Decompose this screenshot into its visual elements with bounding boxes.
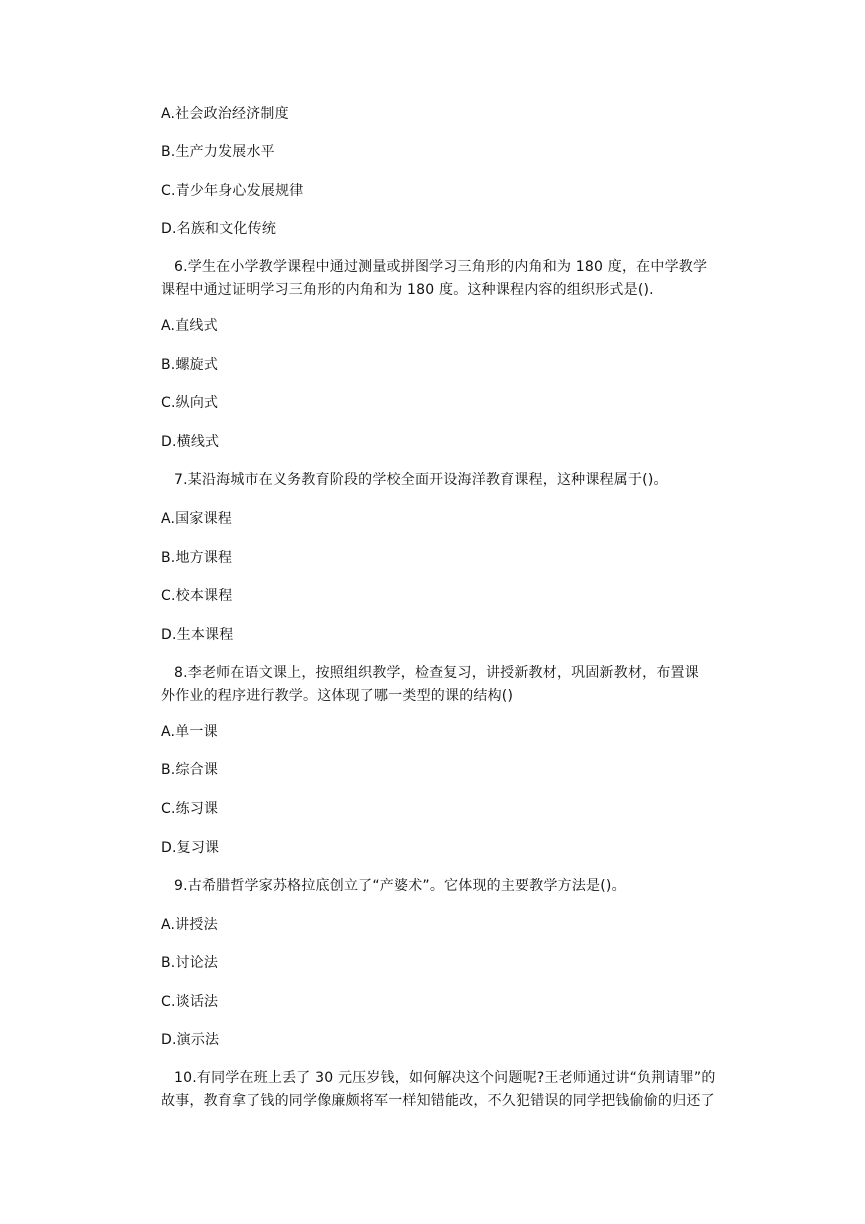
option-text: B.综合课: [161, 762, 219, 778]
option-text: C.练习课: [161, 801, 219, 817]
option-text: B.生产力发展水平: [161, 144, 275, 160]
option-text: B.讨论法: [161, 955, 219, 971]
question-8: [161, 662, 735, 708]
option-text: D.演示法: [161, 1032, 220, 1048]
question-line: 6.学生在小学教学课程中通过测量或拼图学习三角形的内角和为 180 度，在中学教学: [174, 259, 708, 275]
option-text: A.讲授法: [161, 917, 218, 933]
question-line: 课程中通过证明学习三角形的内角和为 180 度。这种课程内容的组织形式是().: [161, 282, 654, 298]
option-text: D.复习课: [161, 840, 220, 856]
question-line: 故事，教育拿了钱的同学像廉颇将军一样知错能改，不久犯错误的同学把钱偷偷的归还了: [161, 1093, 715, 1109]
option-text: B.螺旋式: [161, 357, 219, 373]
option-text: B.地方课程: [161, 550, 233, 566]
option-text: D.生本课程: [161, 627, 234, 643]
question-6: [161, 256, 735, 302]
option-text: C.青少年身心发展规律: [161, 183, 304, 199]
question-line: 7.某沿海城市在义务教育阶段的学校全面开设海洋教育课程，这种课程属于()。: [174, 472, 668, 488]
question-7: [161, 469, 735, 492]
option-text: A.国家课程: [161, 511, 232, 527]
option-text: D.横线式: [161, 434, 220, 450]
option-text: C.校本课程: [161, 588, 233, 604]
question-9: [161, 875, 735, 898]
question-line: 10.有同学在班上丢了 30 元压岁钱，如何解决这个问题呢?王老师通过讲“负荆请罪”的: [174, 1070, 716, 1086]
question-line: 外作业的程序进行教学。这体现了哪一类型的课的结构(): [161, 688, 514, 704]
question-line: 8.李老师在语文课上，按照组织教学，检查复习，讲授新教材，巩固新教材，布置课: [174, 665, 699, 681]
question-10: [161, 1067, 735, 1113]
option-text: A.直线式: [161, 318, 218, 334]
option-text: D.名族和文化传统: [161, 221, 277, 237]
option-text: C.谈话法: [161, 994, 219, 1010]
option-text: C.纵向式: [161, 395, 219, 411]
question-line: 9.古希腊哲学家苏格拉底创立了“产婆术”。它体现的主要教学方法是()。: [174, 878, 626, 894]
option-text: A.单一课: [161, 724, 218, 740]
option-text: A.社会政治经济制度: [161, 106, 289, 122]
